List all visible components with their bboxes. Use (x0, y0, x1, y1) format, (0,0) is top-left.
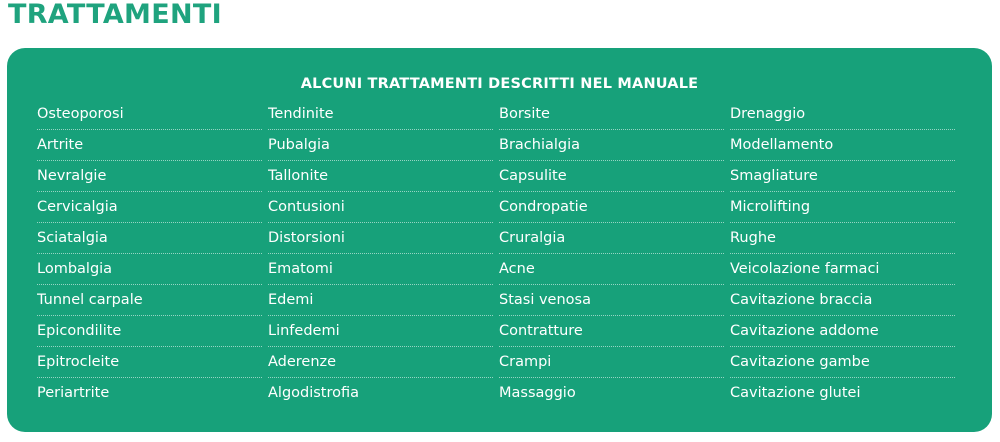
treatment-item: Tendinite (268, 99, 493, 130)
treatment-item: Brachialgia (499, 130, 724, 161)
treatment-item: Distorsioni (268, 223, 493, 254)
treatment-item: Tunnel carpale (37, 285, 262, 316)
treatment-item: Stasi venosa (499, 285, 724, 316)
treatment-item: Epicondilite (37, 316, 262, 347)
treatment-item: Sciatalgia (37, 223, 262, 254)
treatment-item: Osteoporosi (37, 99, 262, 130)
treatment-item: Cavitazione braccia (730, 285, 955, 316)
treatment-item: Periartrite (37, 385, 110, 401)
treatment-item: Cavitazione addome (730, 316, 955, 347)
treatment-item: Lombalgia (37, 254, 262, 285)
treatment-item: Rughe (730, 223, 955, 254)
treatment-item: Algodistrofia (268, 385, 360, 401)
treatment-item: Epitrocleite (37, 347, 262, 378)
page-title: TRATTAMENTI (8, 0, 222, 30)
treatment-item: Cavitazione glutei (730, 385, 861, 401)
treatment-item: Nevralgie (37, 161, 262, 192)
treatment-item: Ematomi (268, 254, 493, 285)
treatment-item: Borsite (499, 99, 724, 130)
treatment-item: Crampi (499, 347, 724, 378)
treatment-item: Drenaggio (730, 99, 955, 130)
panel-heading: ALCUNI TRATTAMENTI DESCRITTI NEL MANUALE (300, 76, 699, 92)
treatment-item: Linfedemi (268, 316, 493, 347)
treatment-item: Tallonite (268, 161, 493, 192)
treatment-item: Contusioni (268, 192, 493, 223)
treatment-item: Modellamento (730, 130, 955, 161)
treatment-item: Aderenze (268, 347, 493, 378)
treatment-item: Veicolazione farmaci (730, 254, 955, 285)
treatment-item: Pubalgia (268, 130, 493, 161)
treatment-item: Cruralgia (499, 223, 724, 254)
treatment-item: Artrite (37, 130, 262, 161)
treatment-item: Contratture (499, 316, 724, 347)
treatments-panel (7, 48, 992, 432)
treatment-item: Cervicalgia (37, 192, 262, 223)
treatment-item: Massaggio (499, 385, 576, 401)
treatment-item: Microlifting (730, 192, 955, 223)
treatment-item: Smagliature (730, 161, 955, 192)
treatment-item: Edemi (268, 285, 493, 316)
treatment-item: Cavitazione gambe (730, 347, 955, 378)
treatment-item: Condropatie (499, 192, 724, 223)
treatments-grid (37, 99, 955, 409)
treatment-item: Acne (499, 254, 724, 285)
treatment-item: Capsulite (499, 161, 724, 192)
